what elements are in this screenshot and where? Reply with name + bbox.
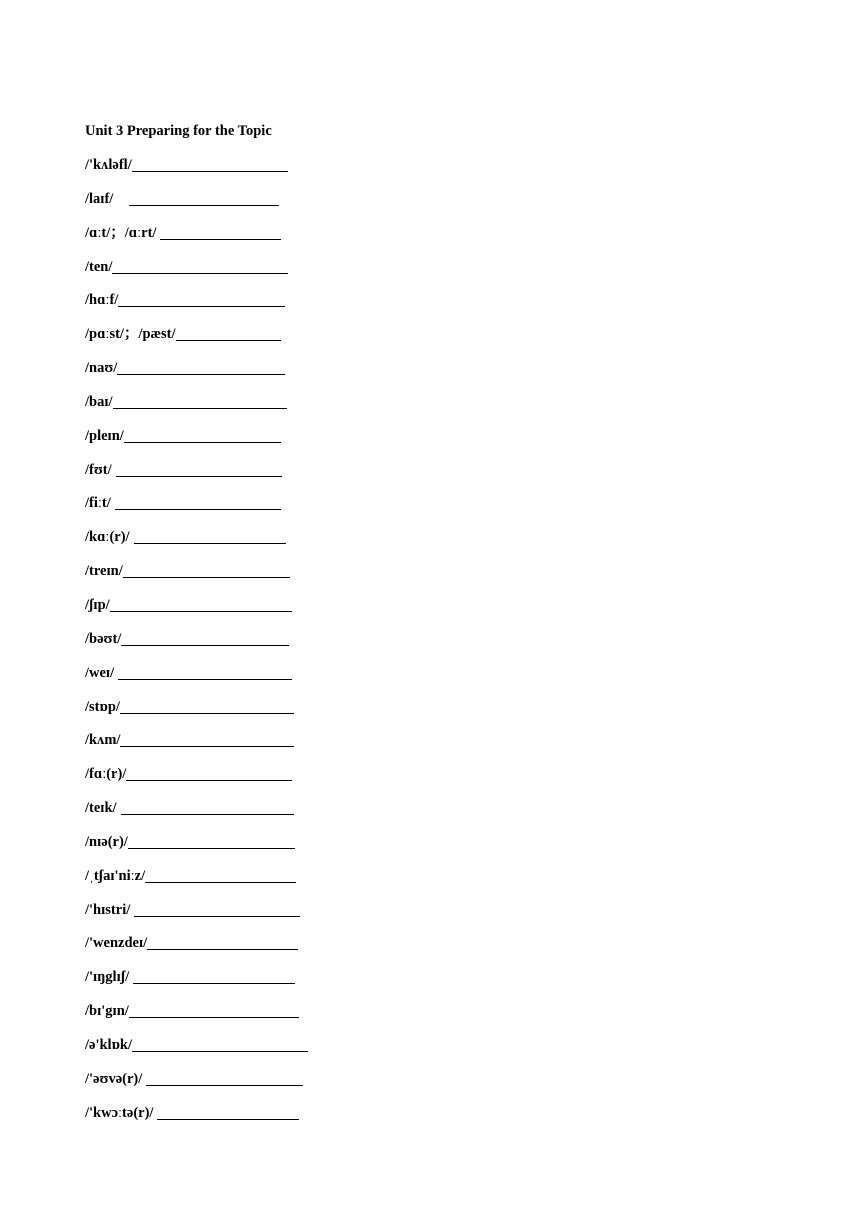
answer-blank[interactable] [117,359,285,375]
phonetic-text: /'əʊvə(r)/ [85,1070,143,1087]
list-item [85,1069,308,1103]
list-item [85,764,308,798]
answer-blank[interactable] [121,630,289,646]
list-item [85,460,308,494]
list-item [85,967,308,1001]
list-item [85,900,308,934]
answer-blank[interactable] [110,596,292,612]
list-item [85,832,308,866]
phonetic-text: /teɪk/ [85,800,117,817]
phonetic-text: /bəʊt/ [85,630,122,647]
phonetic-text: /ə'klɒk/ [85,1036,133,1053]
phonetic-text: /hɑːf/ [85,292,119,309]
answer-blank[interactable] [145,867,296,883]
answer-blank[interactable] [126,765,292,781]
phonetic-text: /naʊ/ [85,360,118,377]
list-item [85,392,308,426]
list-item [85,798,308,832]
answer-blank[interactable] [121,799,294,815]
phonetic-text: /fʊt/ [85,461,112,478]
list-item [85,527,308,561]
answer-blank[interactable] [120,698,294,714]
answer-blank[interactable] [157,1104,299,1120]
phonetic-text: /stɒp/ [85,698,120,715]
phonetic-text: /'kwɔːtə(r)/ [85,1104,154,1121]
phonetic-text: /kɑː(r)/ [85,529,130,546]
answer-blank[interactable] [147,934,298,950]
list-item [85,1001,308,1035]
phonetic-text: /weɪ/ [85,664,115,681]
answer-blank[interactable] [128,833,295,849]
answer-blank[interactable] [146,1070,303,1086]
list-item [85,1103,308,1137]
answer-blank[interactable] [113,393,287,409]
phonetic-text: /ten/ [85,258,113,275]
answer-blank[interactable] [124,427,281,443]
phonetic-text: /laɪf/ [85,190,114,207]
list-item [85,155,308,189]
answer-blank[interactable] [118,291,285,307]
list-item [85,697,308,731]
answer-blank[interactable] [134,528,286,544]
phonetic-text: /'hɪstri/ [85,901,131,918]
list-item [85,257,308,291]
list-item [85,358,308,392]
list-item [85,324,308,358]
answer-blank[interactable] [176,325,281,341]
phonetic-text: /treɪn/ [85,563,123,580]
phonetic-text: /ʃɪp/ [85,596,110,613]
answer-blank[interactable] [133,968,295,984]
phonetic-text: /ˌtʃaɪ'niːz/ [85,867,146,884]
phonetic-text: /nɪə(r)/ [85,833,128,850]
phonetic-text: /kʌm/ [85,732,121,749]
answer-blank[interactable] [129,1002,299,1018]
list-item [85,629,308,663]
answer-blank[interactable] [160,224,281,240]
list-item [85,561,308,595]
list-item [85,933,308,967]
phonetic-text: /'ɪŋglɪʃ/ [85,969,130,986]
phonetic-text: /baɪ/ [85,393,113,410]
phonetic-text: /ɑːt/；/ɑːrt/ [85,224,157,241]
answer-blank[interactable] [118,664,292,680]
list-item [85,223,308,257]
answer-blank[interactable] [134,901,300,917]
phonetic-text: /'wenzdeɪ/ [85,935,148,952]
list-item [85,663,308,697]
list-item [85,866,308,900]
phonetic-text: /bɪ'gɪn/ [85,1003,129,1020]
answer-blank[interactable] [115,494,281,510]
answer-blank[interactable] [112,258,288,274]
phonetic-text: /fɑː(r)/ [85,766,127,783]
phonetic-text: /'kʌləfl/ [85,157,132,173]
phonetic-text: /pleɪn/ [85,427,124,444]
list-item [85,595,308,629]
list-item [85,426,308,460]
list-item [85,290,308,324]
answer-blank[interactable] [132,156,288,172]
list-item [85,189,308,223]
list-item [85,730,308,764]
answer-blank[interactable] [120,731,294,747]
phonetic-list [85,155,308,1136]
answer-blank[interactable] [129,190,279,206]
list-item [85,493,308,527]
answer-blank[interactable] [132,1036,308,1052]
list-item [85,1035,308,1069]
answer-blank[interactable] [116,461,282,477]
phonetic-text: /pɑːst/；/pæst/ [85,326,176,343]
phonetic-text: /fiːt/ [85,495,111,512]
page-title: Unit 3 Preparing for the Topic [85,123,272,139]
answer-blank[interactable] [123,562,290,578]
